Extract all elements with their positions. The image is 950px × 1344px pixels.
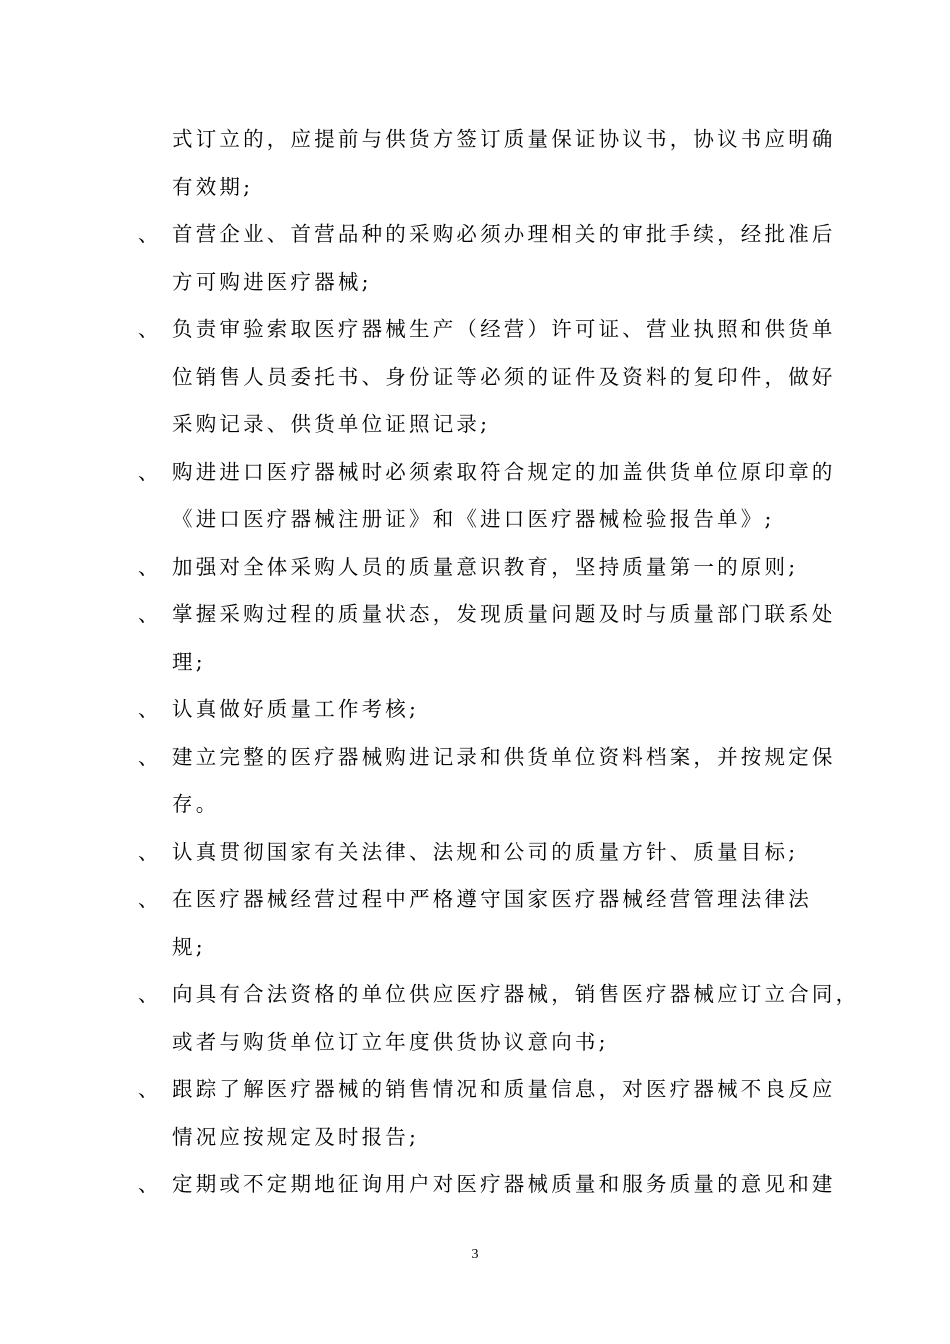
text-line: 方可购进医疗器械; xyxy=(172,269,372,294)
text-line: 掌握采购过程的质量状态，发现质量问题及时与质量部门联系处 xyxy=(172,602,836,626)
list-marker: 、 xyxy=(138,1172,158,1196)
text-line: 负责审验索取医疗器械生产（经营）许可证、营业执照和供货单 xyxy=(172,317,836,341)
text-line: 建立完整的医疗器械购进记录和供货单位资料档案，并按规定保 xyxy=(172,744,836,769)
text-line: 定期或不定期地征询用户对医疗器械质量和服务质量的意见和建 xyxy=(172,1172,836,1196)
text-line: 加强对全体采购人员的质量意识教育，坚持质量第一的原则; xyxy=(172,554,799,579)
text-line: 认真做好质量工作考核; xyxy=(172,697,420,721)
text-line: 式订立的，应提前与供货方签订质量保证协议书，协议书应明确 xyxy=(172,127,836,151)
page-number: 3 xyxy=(471,1247,479,1262)
text-line: 认真贯彻国家有关法律、法规和公司的质量方针、质量目标; xyxy=(172,839,799,864)
text-line: 首营企业、首营品种的采购必须办理相关的审批手续，经批准后 xyxy=(172,222,836,246)
list-marker: 、 xyxy=(138,982,158,1006)
text-line: 在医疗器械经营过程中严格遵守国家医疗器械经营管理法律法 xyxy=(172,887,812,911)
list-marker: 、 xyxy=(138,744,158,769)
text-line: 购进进口医疗器械时必须索取符合规定的加盖供货单位原印章的 xyxy=(172,459,836,484)
text-line: 理; xyxy=(172,649,206,674)
text-line: 《进口医疗器械注册证》和《进口医疗器械检验报告单》; xyxy=(172,507,775,531)
list-marker: 、 xyxy=(138,1077,158,1101)
list-marker: 、 xyxy=(138,839,158,864)
list-marker: 、 xyxy=(138,602,158,626)
text-line: 向具有合法资格的单位供应医疗器械，销售医疗器械应订立合同， xyxy=(172,982,860,1006)
list-marker: 、 xyxy=(138,887,158,911)
list-marker: 、 xyxy=(138,697,158,721)
text-line: 或者与购货单位订立年度供货协议意向书; xyxy=(172,1029,609,1054)
list-marker: 、 xyxy=(138,222,158,246)
text-line: 规; xyxy=(172,934,206,959)
list-marker: 、 xyxy=(138,317,158,341)
text-line: 情况应按规定及时报告; xyxy=(172,1124,420,1149)
text-line: 存。 xyxy=(172,792,220,816)
text-line: 位销售人员委托书、身份证等必须的证件及资料的复印件，做好 xyxy=(172,364,836,389)
list-marker: 、 xyxy=(138,459,158,484)
text-line: 采购记录、供货单位证照记录; xyxy=(172,412,491,436)
text-line: 有效期; xyxy=(172,174,254,199)
text-line: 跟踪了解医疗器械的销售情况和质量信息，对医疗器械不良反应 xyxy=(172,1077,836,1101)
list-marker: 、 xyxy=(138,554,158,579)
